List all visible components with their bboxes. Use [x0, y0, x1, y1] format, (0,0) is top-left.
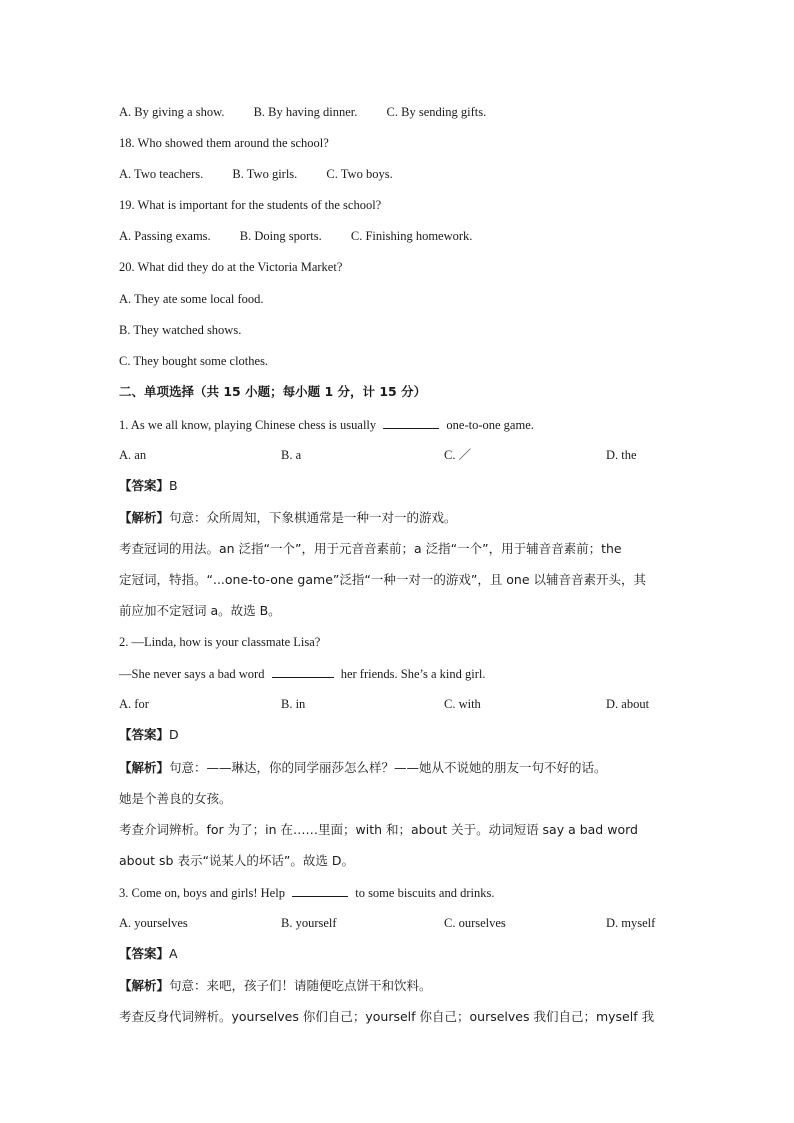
s2-analysis-text-1: 句意：——琳达，你的同学丽莎怎么样？——她从不说她的朋友一句不好的话。: [169, 760, 607, 775]
s2-option-d: D. about: [606, 697, 650, 711]
s1-analysis-line-2: 考查冠词的用法。an 泛指“一个”，用于元音音素前；a 泛指“一个”，用于辅音音素前；the: [119, 541, 622, 556]
s2-question-pre: —She never says a bad word: [119, 667, 265, 681]
s2-question-line-2: [119, 665, 485, 682]
s1-analysis-line-4: 前应加不定冠词 a。故选 B。: [119, 603, 281, 618]
s3-analysis-text-1: 句意：来吧，孩子们！请随便吃点饼干和饮料。: [169, 978, 432, 993]
s2-question-post: her friends. She’s a kind girl.: [340, 667, 486, 681]
s3-answer: [119, 946, 178, 962]
s2-analysis-line-2: 她是个善良的女孩。: [119, 791, 232, 806]
s2-answer-value: D: [169, 727, 179, 742]
q20-question: 20. What did they do at the Victoria Market?: [119, 260, 343, 274]
q17-option-a: A. By giving a show.: [119, 105, 225, 119]
s2-options: [119, 696, 679, 712]
q19-option-c: C. Finishing homework.: [350, 229, 473, 243]
s3-option-d: D. myself: [606, 916, 656, 930]
q18-option-a: A. Two teachers.: [119, 167, 204, 181]
q18-option-b: B. Two girls.: [232, 167, 298, 181]
s1-answer-value: B: [169, 478, 178, 493]
q18-options: [119, 166, 419, 182]
s2-question-line-1: 2. —Linda, how is your classmate Lisa?: [119, 635, 321, 649]
s2-option-a: A. for: [119, 697, 149, 711]
s1-answer-label: 【答案】: [119, 478, 170, 493]
s3-question-post: to some biscuits and drinks.: [355, 886, 495, 900]
s1-question-pre: 1. As we all know, playing Chinese chess is usually: [119, 418, 377, 432]
s3-option-c: C. ourselves: [444, 916, 506, 930]
s3-option-a: A. yourselves: [119, 916, 188, 930]
q17-option-b: B. By having dinner.: [253, 105, 358, 119]
s3-option-b: B. yourself: [281, 916, 337, 930]
s2-analysis-line-1: [119, 752, 669, 783]
s3-answer-value: A: [169, 946, 178, 961]
s1-option-b: B. a: [281, 448, 302, 462]
q19-option-a: A. Passing exams.: [119, 229, 211, 243]
s2-option-c: C. with: [444, 697, 481, 711]
s1-analysis-text-1: 句意：众所周知，下象棋通常是一种一对一的游戏。: [169, 510, 457, 525]
q18-option-c: C. Two boys.: [326, 167, 393, 181]
s1-blank: [383, 416, 439, 429]
s1-question-post: one-to-one game.: [446, 418, 534, 432]
s1-analysis: [119, 502, 669, 626]
s2-analysis: [119, 752, 669, 876]
section2-heading: 二、单项选择（共 15 小题；每小题 1 分，计 15 分）: [119, 384, 427, 399]
s3-question-pre: 3. Come on, boys and girls! Help: [119, 886, 285, 900]
s3-analysis-line-1: [119, 970, 669, 1001]
s2-option-b: B. in: [281, 697, 306, 711]
s3-blank: [292, 884, 348, 897]
s1-analysis-label: 【解析】: [119, 510, 170, 525]
s3-options: [119, 915, 679, 931]
s2-analysis-label: 【解析】: [119, 760, 170, 775]
s1-question: [119, 416, 534, 433]
s3-answer-label: 【答案】: [119, 946, 170, 961]
q20-option-a: A. They ate some local food.: [119, 292, 264, 306]
q20-option-b: B. They watched shows.: [119, 323, 242, 337]
q19-option-b: B. Doing sports.: [239, 229, 322, 243]
s2-answer-label: 【答案】: [119, 727, 170, 742]
s1-analysis-line-1: [119, 502, 669, 533]
s3-analysis-label: 【解析】: [119, 978, 170, 993]
s3-question: [119, 884, 494, 901]
s1-analysis-line-3: 定冠词，特指。“...one-to-one game”泛指“一种一对一的游戏”，且 one 以辅音音素开头，其: [119, 572, 647, 587]
q17-options: [119, 104, 512, 120]
q19-question: 19. What is important for the students of the school?: [119, 198, 382, 212]
s1-answer: [119, 478, 178, 494]
s1-option-a: A. an: [119, 448, 147, 462]
s3-analysis: [119, 970, 669, 1032]
q18-question: 18. Who showed them around the school?: [119, 136, 329, 150]
s1-options: [119, 447, 679, 463]
s3-analysis-line-2: 考查反身代词辨析。yourselves 你们自己；yourself 你自己；ourselves 我们自己；myself 我: [119, 1009, 655, 1024]
s1-option-c: C. ／: [444, 448, 472, 462]
s1-option-d: D. the: [606, 448, 637, 462]
s2-blank: [272, 665, 334, 678]
q19-options: [119, 228, 498, 244]
s2-analysis-line-3: 考查介词辨析。for 为了；in 在……里面；with 和；about 关于。动词短语 say a bad word: [119, 822, 638, 837]
s2-answer: [119, 727, 179, 743]
s2-analysis-line-4: about sb 表示“说某人的坏话”。故选 D。: [119, 853, 355, 868]
q20-option-c: C. They bought some clothes.: [119, 354, 269, 368]
q17-option-c: C. By sending gifts.: [386, 105, 487, 119]
